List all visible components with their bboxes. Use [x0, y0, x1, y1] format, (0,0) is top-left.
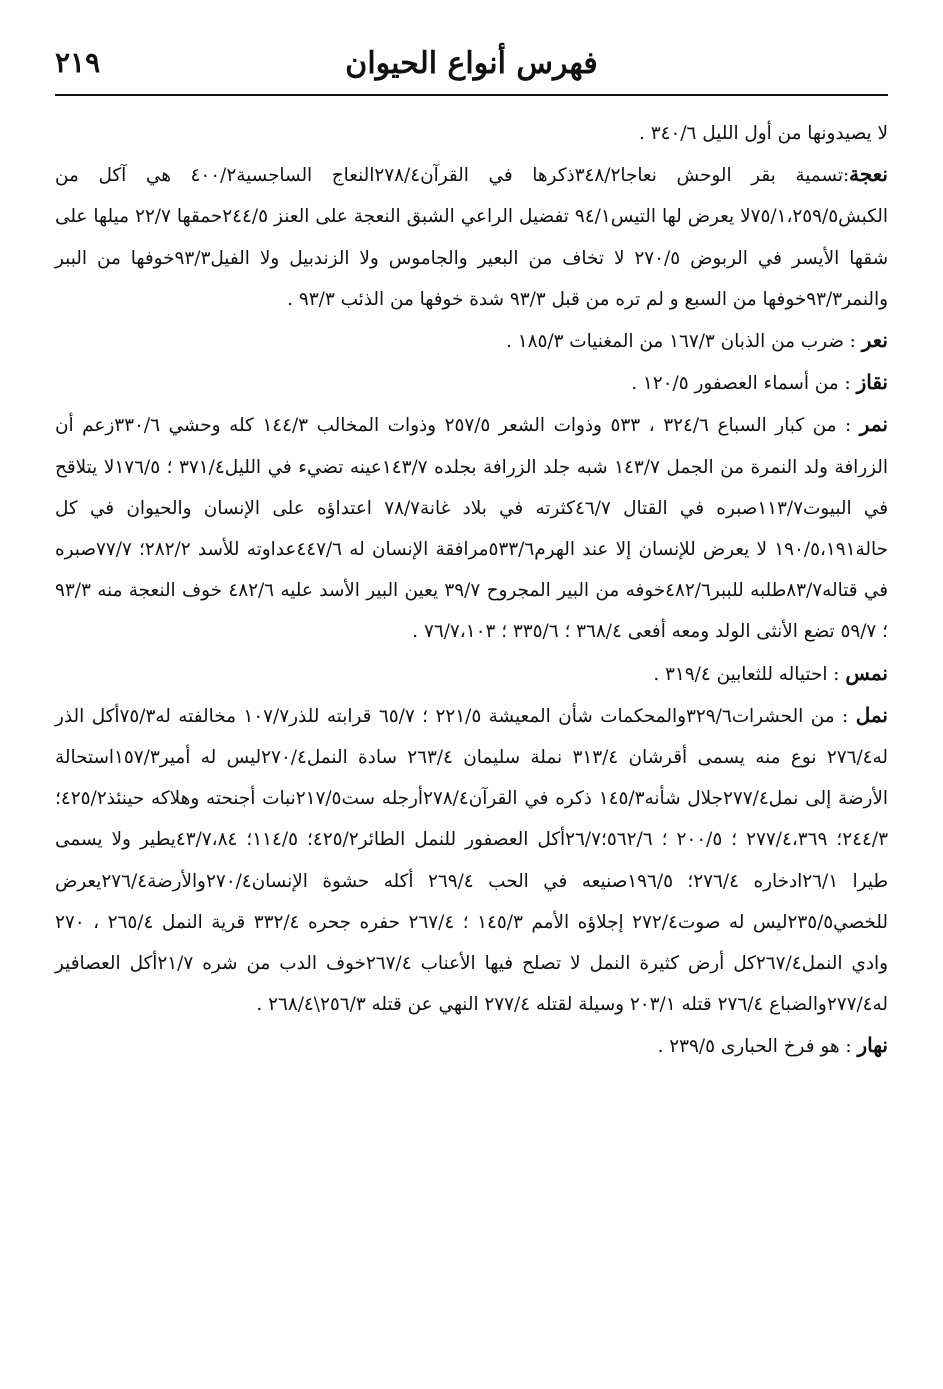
- index-entry-naml: [55, 695, 888, 1026]
- index-entry-naar: [55, 320, 888, 362]
- entry-text: :تسمية بقر الوحش نعاجا٣٤٨/٢ذكرها في القرآن٢٧٨/٤النعاج الساجسية٤٠٠/٢ هي آكل من الكبش٧٥/١،٢٥٩/٥لا يعرض لها التيس٩٤/١ تفضيل الراعي الشبق النعجة على العنز ٢٤٤/٥حمقها ٢٢/٧ ميلها على شقها الأيسر في الربوض ٢٧٠/٥ لا تخاف من البعير والجاموس ولا الزندبيل ولا الفيل٩٣/٣خوفها من الببر والنمر٩٣/٣خوفها من السبع و لم تره من قبل ٩٣/٣ شدة خوفها من الذئب ٩٣/٣ .: [55, 165, 889, 310]
- entry-text: لا يصيدونها من أول الليل ٣٤٠/٦ .: [639, 123, 888, 144]
- entry-term: نعجة: [849, 162, 888, 187]
- entry-term: نمس: [845, 660, 888, 685]
- page-number: ٢١٩: [55, 46, 101, 79]
- entry-term: نعر: [861, 328, 888, 353]
- entry-term: نمر: [859, 412, 888, 437]
- entry-term: نمل: [855, 702, 888, 727]
- entry-text: : من أسماء العصفور ١٢٠/٥ .: [631, 373, 851, 395]
- entry-term: نقاز: [856, 370, 888, 395]
- entry-text: : احتياله للثعابين ٣١٩/٤ .: [653, 663, 840, 685]
- entry-text: : هو فرخ الحبارى ٢٣٩/٥ .: [657, 1036, 852, 1058]
- page-header: [55, 40, 888, 96]
- index-entry-naja: [55, 154, 888, 320]
- entry-term: نهار: [857, 1033, 888, 1058]
- index-entry-nahar: [55, 1025, 888, 1067]
- index-entry-naqqaz: [55, 362, 888, 404]
- index-entry-nims: [55, 653, 888, 695]
- index-entry-namir: [55, 404, 888, 652]
- entry-text: : ضرب من الذبان ١٦٧/٣ من المغنيات ١٨٥/٣ .: [506, 331, 856, 353]
- running-title: فهرس أنواع الحيوان: [345, 46, 598, 81]
- index-entry-continuation: [55, 112, 888, 154]
- entry-text: : من كبار السباع ٣٢٤/٦ ، ٥٣٣ وذوات الشعر ٢٥٧/٥ وذوات المخالب ١٤٤/٣ كله وحشي ٣٣٠/٦زعم أن الزرافة ولد النمرة من الجمل ١٤٣/٧ شبه جلد الزرافة بجلده ١٤٣/٧عينه تضيء في الليل٣٧١/٤ ؛ ١٧٦/٥لا يتلاقح في البيوت١١٣/٧صبره في القتال ٤٦/٧كثرته في بلاد غانة٧٨/٧ اعتداؤه على الإنسان والحيوان في كل حالة١٩٠/٥،١٩١ لا يعرض للإنسان إلا عند الهرم٥٣٣/٦مرافقة الإنسان له ٤٤٧/٦عداوته للأسد ٢٨٢/٢؛ ٧٧/٧صبره في قتاله٨٣/٧طلبه للببر٤٨٢/٦خوفه من البير المجروح ٣٩/٧ يعين البير الأسد عليه ٤٨٢/٦ خوف النعجة منه ٩٣/٣ ؛ ٥٩/٧ تضع الأنثى الولد ومعه أفعى ٣٦٨/٤ ؛ ٣٣٥/٦ ؛ ٧٦/٧،١٠٣ .: [55, 415, 889, 643]
- index-entries: [55, 112, 888, 1068]
- entry-text: : من الحشرات٣٢٩/٦والمحكمات شأن المعيشة ٢٢١/٥ ؛ ٦٥/٧ قرابته للذر١٠٧/٧ مخالفته له٧٥/٣أكل الذر له٢٧٦/٤ نوع منه يسمى أقرشان ٣١٣/٤ نملة سليمان ٢٦٣/٤ سادة النمل٢٧٠/٤ليس له أمير١٥٧/٣استحالة الأرضة إلى نمل٢٧٧/٤جلال شأنه١٤٥/٣ ذكره في القرآن٢٧٨/٤أرجله ست٢١٧/٥نبات أجنحته وهلاكه حينئذ٤٢٥/٢؛٢٤٤/٣؛ ٢٧٧/٤،٣٦٩ ؛ ٢٠٠/٥ ؛ ٥٦٢/٦؛٢٦/٧أكل العصفور للنمل الطائر٤٢٥/٢؛ ١١٤/٥؛ ٤٣/٧،٨٤يطير ولا يسمى طيرا ٢٦/١ادخاره ٢٧٦/٤؛ ١٩٦/٥صنيعه في الحب ٢٦٩/٤ أكله حشوة الإنسان٢٧٠/٤والأرضة٢٧٦/٤يعرض للخصي٢٣٥/٥ليس له صوت٢٧٢/٤ إجلاؤه الأمم ١٤٥/٣ ؛ ٢٦٧/٤ حفره جحره ٣٣٢/٤ قرية النمل ٢٦٥/٤ ، ٢٧٠ وادي النمل٢٦٧/٤كل أرض كثيرة النمل لا تصلح فيها الأعناب ٢٦٧/٤خوف الدب من شره ٢١/٧أكل العصافير له٢٧٧/٤والضباع ٢٧٦/٤ قتله ٢٠٣/١ وسيلة لقتله ٢٧٧/٤ النهي عن قتله ٢٥٦/٣\٢٦٨/٤ .: [55, 705, 889, 1016]
